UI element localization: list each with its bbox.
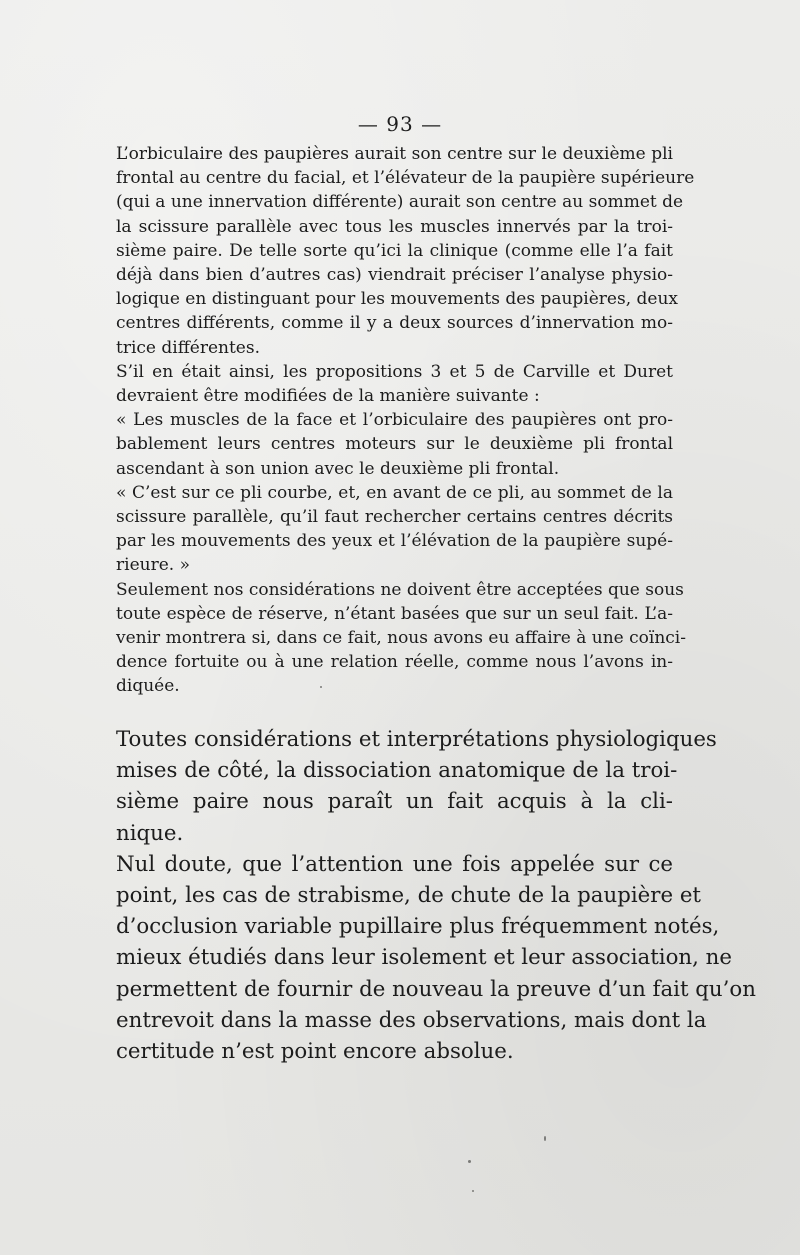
text-line: dence fortuite ou à une relation réelle, comme nous l’avons in-	[116, 652, 673, 673]
text-line: sième paire nous paraît un fait acquis à la cli-	[116, 789, 673, 815]
text-line: mises de côté, la dissociation anatomique de la troi-	[116, 758, 678, 784]
text-line: devraient être modifiées de la manière suivante :	[116, 386, 540, 407]
text-line: « C’est sur ce pli courbe, et, en avant de ce pli, au sommet de la	[116, 482, 673, 503]
text-line: S’il en était ainsi, les propositions 3 et 5 de Carville et Duret	[116, 361, 673, 382]
body-text-large	[116, 724, 756, 1067]
page-number: — 93 —	[357, 112, 443, 136]
text-line: nique.	[116, 820, 184, 846]
body-text-small	[116, 142, 695, 699]
text-line: « Les muscles de la face et l’orbiculaire des paupières ont pro-	[116, 410, 673, 431]
paper-speck	[472, 1190, 474, 1192]
text-line: rieure. »	[116, 555, 190, 576]
text-line: centres différents, comme il y a deux sources d’innervation mo-	[116, 313, 673, 334]
paper-speck	[320, 686, 322, 688]
text-line: Seulement nos considérations ne doivent être acceptées que sous	[116, 579, 684, 600]
text-line: L’orbiculaire des paupières aurait son centre sur le deuxième pli	[116, 144, 673, 164]
text-line: mieux étudiés dans leur isolement et leur association, ne	[116, 945, 732, 971]
text-line: scissure parallèle, qu’il faut rechercher certains centres décrits	[116, 507, 673, 528]
text-line: Nul doute, que l’attention une fois appelée sur ce	[116, 851, 673, 877]
text-line: entrevoit dans la masse des observations, mais dont la	[116, 1007, 707, 1033]
text-line: logique en distinguant pour les mouvements des paupières, deux	[116, 289, 679, 310]
text-line: certitude n’est point encore absolue.	[116, 1039, 514, 1065]
text-line: diquée.	[116, 676, 180, 697]
text-line: d’occlusion variable pupillaire plus fréquemment notés,	[116, 914, 720, 940]
text-line: ascendant à son union avec le deuxième pli frontal.	[116, 458, 560, 479]
text-line: bablement leurs centres moteurs sur le deuxième pli frontal	[116, 434, 673, 455]
text-line: par les mouvements des yeux et l’élévation de la paupière supé-	[116, 531, 673, 552]
text-line: toute espèce de réserve, n’étant basées que sur un seul fait. L’a-	[116, 603, 673, 624]
text-line: point, les cas de strabisme, de chute de la paupière et	[116, 883, 701, 909]
text-line: frontal au centre du facial, et l’élévateur de la paupière supérieure	[116, 168, 695, 189]
text-line: Toutes considérations et interprétations physiologiques	[116, 727, 717, 752]
text-line: sième paire. De telle sorte qu’ici la clinique (comme elle l’a fait	[116, 240, 673, 261]
text-line: venir montrera si, dans ce fait, nous avons eu affaire à une coïnci-	[116, 628, 686, 649]
paper-speck	[468, 1160, 471, 1163]
text-line: la scissure parallèle avec tous les muscles innervés par la troi-	[116, 216, 673, 237]
text-line: trice différentes.	[116, 337, 260, 358]
text-line: permettent de fournir de nouveau la preuve d’un fait qu’on	[116, 976, 756, 1002]
text-line: déjà dans bien d’autres cas) viendrait préciser l’analyse physio-	[116, 265, 673, 286]
paper-speck	[544, 1136, 546, 1141]
text-line: (qui a une innervation différente) aurait son centre au sommet de	[116, 192, 684, 213]
